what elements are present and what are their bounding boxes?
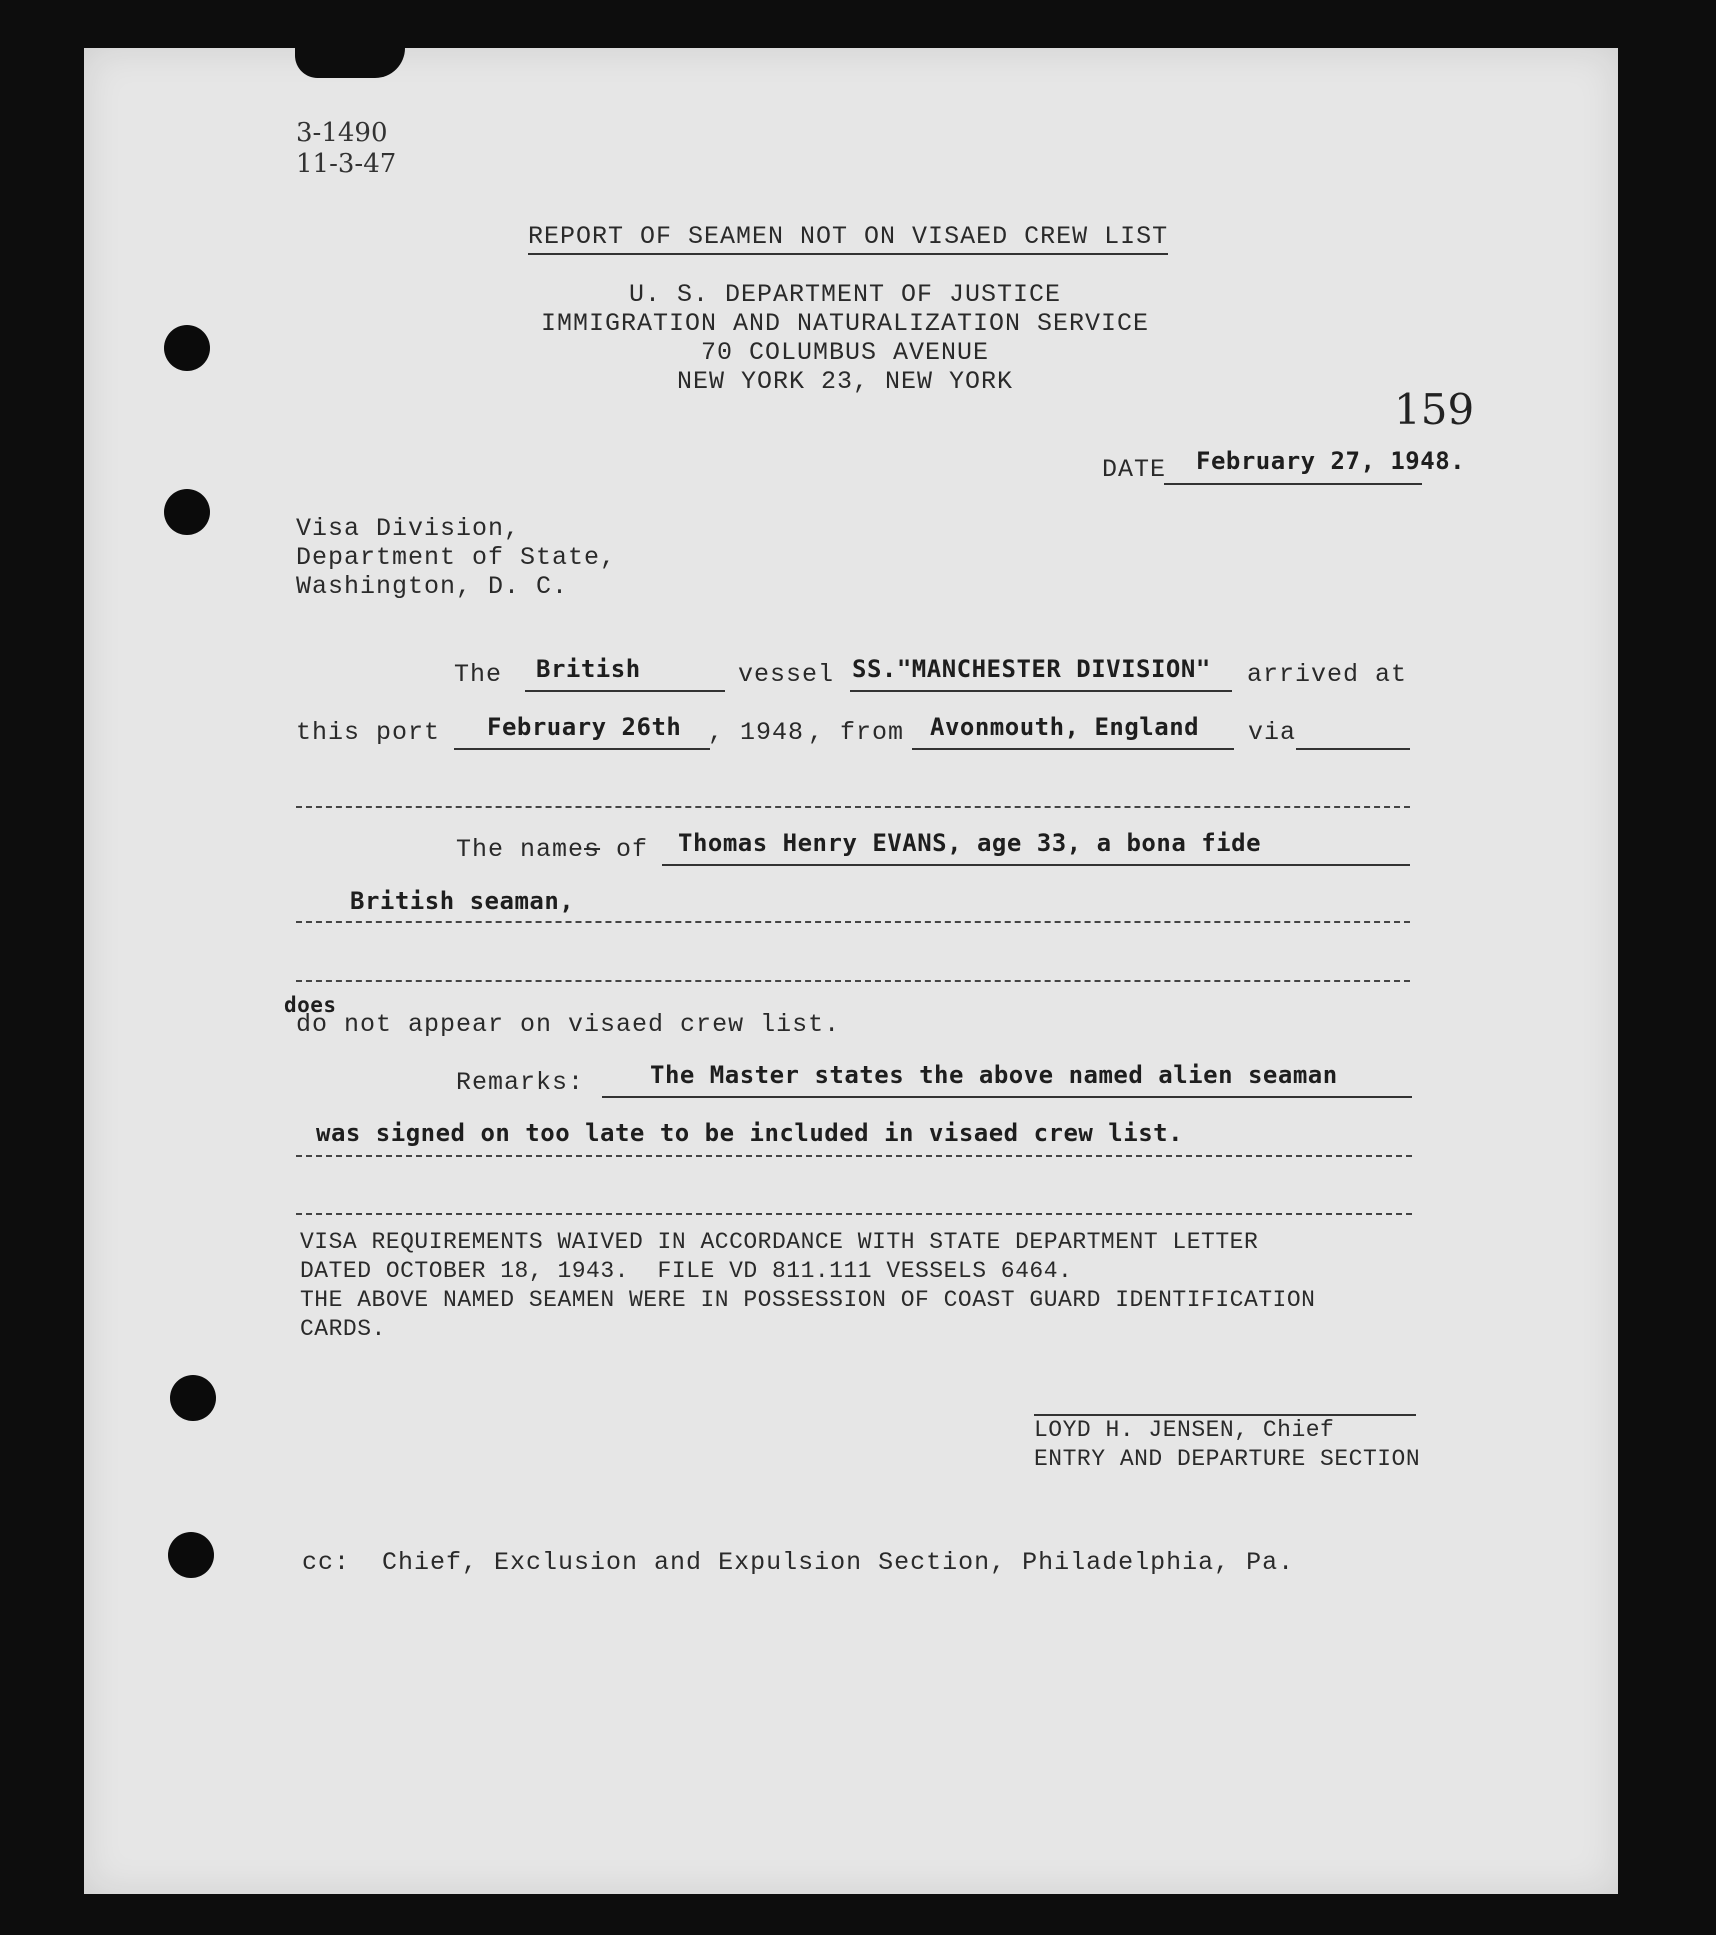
via-label: via — [1248, 718, 1297, 747]
punch-hole — [170, 1375, 216, 1421]
punch-hole — [164, 489, 210, 535]
names-underline — [662, 864, 1410, 866]
nationality-underline — [525, 690, 725, 692]
addressee-line-2: Department of State, — [296, 543, 617, 572]
appear-text: do not appear on visaed crew list. — [296, 1010, 841, 1039]
page-number: 159 — [1394, 385, 1475, 434]
agency-line-2: IMMIGRATION AND NATURALIZATION SERVICE — [540, 309, 1150, 338]
remarks-underline — [602, 1096, 1412, 1098]
appear-overtype: does — [284, 993, 337, 1017]
blank-line — [296, 921, 1410, 923]
arrival-date-underline — [454, 748, 710, 750]
arrived-label: arrived at — [1247, 660, 1408, 689]
agency-header — [440, 280, 1250, 396]
date-underline — [1164, 483, 1422, 485]
addressee-line-3: Washington, D. C. — [296, 572, 569, 601]
waiver-line-3: THE ABOVE NAMED SEAMEN WERE IN POSSESSION OF COAST GUARD IDENTIFICATION — [300, 1287, 1316, 1313]
addressee-block — [296, 514, 616, 601]
seaman-name-line-1: Thomas Henry EVANS, age 33, a bona fide — [678, 829, 1262, 857]
names-label-mark: s — [584, 835, 601, 864]
remarks-line-2: was signed on too late to be included in visaed crew list. — [316, 1119, 1184, 1147]
blank-line — [296, 806, 1410, 808]
arrival-date: February 26th — [487, 713, 682, 741]
agency-line-3: 70 COLUMBUS AVENUE — [700, 338, 990, 367]
punch-hole — [168, 1532, 214, 1578]
torn-edge — [295, 48, 405, 78]
document-title: REPORT OF SEAMEN NOT ON VISAED CREW LIST — [528, 222, 1168, 255]
names-label — [456, 835, 648, 864]
file-reference — [296, 118, 396, 180]
names-label-pre: The name — [456, 835, 585, 864]
agency-line-4: NEW YORK 23, NEW YORK — [676, 367, 1014, 396]
vessel-the-label: The — [454, 660, 503, 689]
names-label-post: of — [600, 835, 649, 864]
waiver-line-4: CARDS. — [300, 1316, 386, 1342]
agency-line-1: U. S. DEPARTMENT OF JUSTICE — [628, 280, 1062, 309]
date-value: February 27, 1948. — [1196, 447, 1466, 475]
vessel-nationality: British — [536, 655, 641, 683]
punch-hole — [164, 325, 210, 371]
vessel-name-underline — [850, 690, 1232, 692]
signer-section: ENTRY AND DEPARTURE SECTION — [1034, 1446, 1421, 1472]
signer-name: LOYD H. JENSEN, Chief — [1034, 1417, 1335, 1443]
blank-line — [296, 980, 1410, 982]
port-label: this port — [296, 718, 441, 747]
seaman-name-line-2: British seaman, — [350, 887, 575, 915]
waiver-line-2: DATED OCTOBER 18, 1943. FILE VD 811.111 VESSELS 6464. — [300, 1258, 1073, 1284]
signature-block — [1034, 1416, 1420, 1474]
remarks-label: Remarks: — [456, 1068, 585, 1097]
from-label: , from — [808, 718, 905, 747]
remarks-line-1: The Master states the above named alien seaman — [650, 1061, 1338, 1089]
file-ref-number: 3-1490 — [296, 118, 388, 148]
addressee-line-1: Visa Division, — [296, 514, 521, 543]
blank-line — [296, 1155, 1412, 1157]
waiver-line-1: VISA REQUIREMENTS WAIVED IN ACCORDANCE WITH STATE DEPARTMENT LETTER — [300, 1229, 1259, 1255]
waiver-statement — [300, 1228, 1315, 1344]
vessel-label: vessel — [738, 660, 835, 689]
origin-underline — [912, 748, 1234, 750]
vessel-name: SS."MANCHESTER DIVISION" — [852, 655, 1211, 683]
arrival-year: , 1948 — [708, 718, 805, 747]
blank-line — [296, 1213, 1412, 1215]
file-ref-date: 11-3-47 — [296, 149, 397, 179]
via-underline — [1296, 748, 1410, 750]
cc-line: cc: Chief, Exclusion and Expulsion Section, Philadelphia, Pa. — [302, 1548, 1295, 1577]
date-label: DATE — [1102, 455, 1167, 484]
origin-port: Avonmouth, England — [930, 713, 1200, 741]
